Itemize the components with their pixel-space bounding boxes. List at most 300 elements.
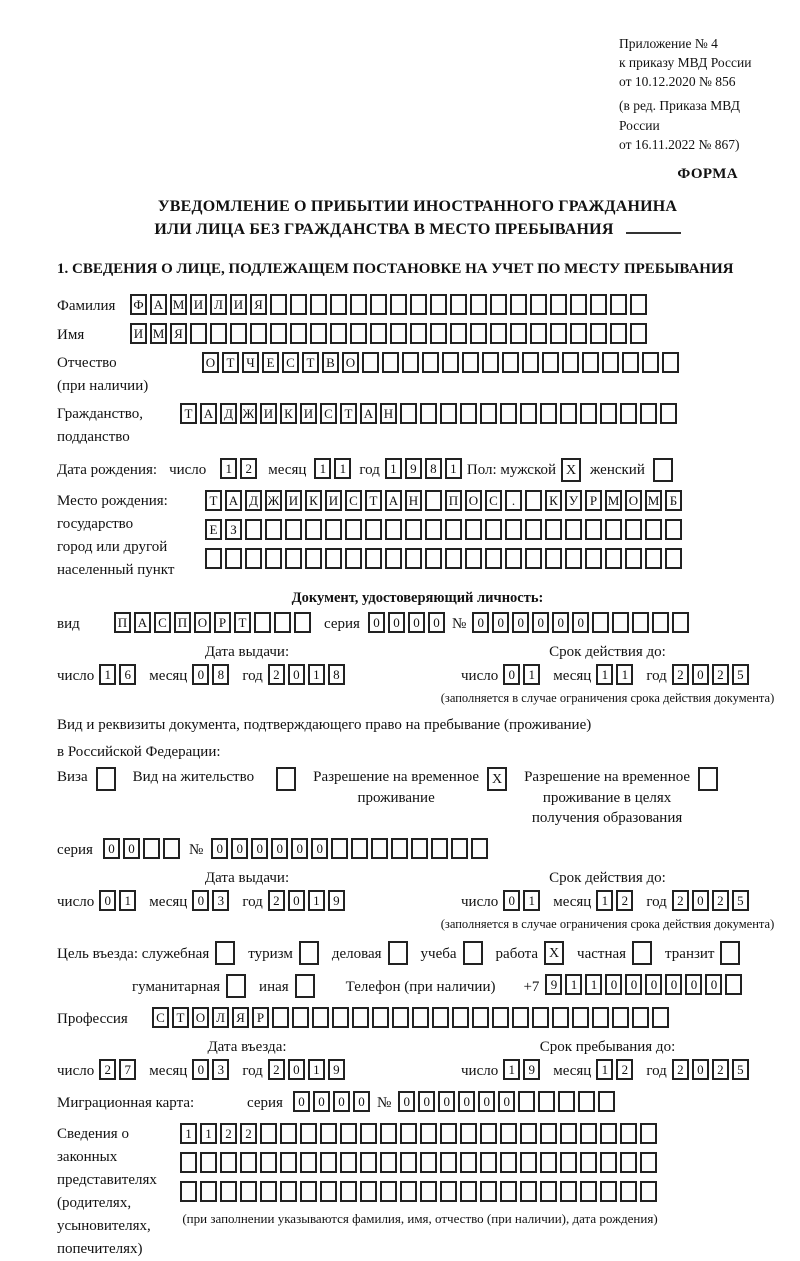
stay-valid-year-cells-cell[interactable]: 2 — [672, 890, 689, 911]
birthplace-cells-2-cell[interactable] — [545, 519, 562, 540]
profession-cells-cell[interactable] — [632, 1007, 649, 1028]
representatives-cells-3-cell[interactable] — [240, 1181, 257, 1202]
doc-issue-year-cells-cell[interactable]: 0 — [288, 664, 305, 685]
phone-cells-cell[interactable] — [725, 974, 742, 995]
entry-month-cells-cell[interactable]: 3 — [212, 1059, 229, 1080]
doc-issue-year-cells-cell[interactable]: 1 — [308, 664, 325, 685]
stay-until-year-cells-cell[interactable]: 0 — [692, 1059, 709, 1080]
patronymic-cells-cell[interactable] — [562, 352, 579, 373]
birthplace-cells-3-cell[interactable] — [605, 548, 622, 569]
stay-number-cells-cell[interactable] — [431, 838, 448, 859]
patronymic-cells-cell[interactable] — [602, 352, 619, 373]
doc-valid-day-cells-cell[interactable]: 0 — [503, 664, 520, 685]
purpose-tourism-checkbox-cell[interactable] — [299, 941, 319, 965]
citizenship-cells-cell[interactable] — [540, 403, 557, 424]
stay-until-month-cells-cell[interactable]: 2 — [616, 1059, 633, 1080]
patronymic-cells-cell[interactable] — [662, 352, 679, 373]
stay-number-cells-cell[interactable]: 0 — [291, 838, 308, 859]
profession-cells-cell[interactable] — [332, 1007, 349, 1028]
birthplace-cells-2-cell[interactable] — [245, 519, 262, 540]
birthplace-cells-1-cell[interactable]: М — [645, 490, 662, 511]
given-name-cells-cell[interactable] — [490, 323, 507, 344]
birthplace-cells-2-cell[interactable] — [605, 519, 622, 540]
citizenship-cells-cell[interactable]: И — [260, 403, 277, 424]
citizenship-cells-cell[interactable] — [600, 403, 617, 424]
mig-number-cells-cell[interactable]: 0 — [458, 1091, 475, 1112]
given-name-cells-cell[interactable] — [510, 323, 527, 344]
birth-month-cells-cell[interactable]: 1 — [314, 458, 331, 479]
representatives-cells-3-cell[interactable] — [200, 1181, 217, 1202]
citizenship-cells-cell[interactable]: Т — [340, 403, 357, 424]
surname-cells-cell[interactable] — [290, 294, 307, 315]
doc-issue-year-cells-cell[interactable]: 2 — [268, 664, 285, 685]
purpose-business-checkbox-cell[interactable] — [388, 941, 408, 965]
given-name-cells-cell[interactable]: И — [130, 323, 147, 344]
birthplace-cells-1-cell[interactable]: К — [545, 490, 562, 511]
stay-until-year-cells-cell[interactable]: 2 — [712, 1059, 729, 1080]
representatives-cells-3-cell[interactable] — [400, 1181, 417, 1202]
birthplace-cells-3-cell[interactable] — [465, 548, 482, 569]
doc-valid-year-cells-cell[interactable]: 0 — [692, 664, 709, 685]
birth-year-cells-cell[interactable]: 9 — [405, 458, 422, 479]
profession-cells-cell[interactable] — [572, 1007, 589, 1028]
patronymic-cells-cell[interactable]: Т — [222, 352, 239, 373]
doc-number-cells-cell[interactable]: 0 — [512, 612, 529, 633]
surname-cells-cell[interactable] — [470, 294, 487, 315]
phone-cells-cell[interactable]: 0 — [685, 974, 702, 995]
birth-year-cells-cell[interactable]: 1 — [445, 458, 462, 479]
given-name-cells-cell[interactable] — [470, 323, 487, 344]
citizenship-cells-cell[interactable]: К — [280, 403, 297, 424]
birthplace-cells-1-cell[interactable]: И — [285, 490, 302, 511]
birthplace-cells-2-cell[interactable] — [485, 519, 502, 540]
representatives-cells-3-cell[interactable] — [220, 1181, 237, 1202]
birthplace-cells-1-cell[interactable]: Т — [365, 490, 382, 511]
birthplace-cells-2-cell[interactable] — [665, 519, 682, 540]
citizenship-cells-cell[interactable]: Т — [180, 403, 197, 424]
stay-number-cells-cell[interactable] — [451, 838, 468, 859]
mig-number-cells-cell[interactable]: 0 — [498, 1091, 515, 1112]
representatives-cells-1-cell[interactable] — [540, 1123, 557, 1144]
citizenship-cells-cell[interactable]: Ж — [240, 403, 257, 424]
stay-until-day-cells-cell[interactable]: 9 — [523, 1059, 540, 1080]
representatives-cells-1-cell[interactable] — [500, 1123, 517, 1144]
representatives-cells-1-cell[interactable] — [620, 1123, 637, 1144]
surname-cells-cell[interactable]: И — [190, 294, 207, 315]
representatives-cells-3-cell[interactable] — [460, 1181, 477, 1202]
birthplace-cells-3-cell[interactable] — [325, 548, 342, 569]
doc-type-cells-cell[interactable]: С — [154, 612, 171, 633]
stay-number-cells-cell[interactable] — [351, 838, 368, 859]
birthplace-cells-3-cell[interactable] — [505, 548, 522, 569]
phone-cells-cell[interactable]: 0 — [625, 974, 642, 995]
citizenship-cells-cell[interactable] — [660, 403, 677, 424]
profession-cells-cell[interactable] — [432, 1007, 449, 1028]
birthplace-cells-1-cell[interactable]: Н — [405, 490, 422, 511]
birthplace-cells-2-cell[interactable] — [625, 519, 642, 540]
doc-number-cells-cell[interactable]: 0 — [492, 612, 509, 633]
birthplace-cells-1-cell[interactable]: . — [505, 490, 522, 511]
doc-issue-day-cells-cell[interactable]: 6 — [119, 664, 136, 685]
sex-male-checkbox-cell[interactable]: X — [561, 458, 581, 482]
surname-cells-cell[interactable] — [330, 294, 347, 315]
stay-issue-year-cells-cell[interactable]: 9 — [328, 890, 345, 911]
representatives-cells-1-cell[interactable] — [280, 1123, 297, 1144]
doc-number-cells-cell[interactable] — [612, 612, 629, 633]
birthplace-cells-1-cell[interactable]: М — [605, 490, 622, 511]
stay-valid-month-cells-cell[interactable]: 2 — [616, 890, 633, 911]
birthplace-cells-3-cell[interactable] — [365, 548, 382, 569]
birthplace-cells-3-cell[interactable] — [385, 548, 402, 569]
representatives-cells-3-cell[interactable] — [620, 1181, 637, 1202]
surname-cells-cell[interactable] — [550, 294, 567, 315]
representatives-cells-1-cell[interactable]: 1 — [180, 1123, 197, 1144]
patronymic-cells-cell[interactable] — [622, 352, 639, 373]
mig-number-cells-cell[interactable] — [538, 1091, 555, 1112]
representatives-cells-1-cell[interactable] — [480, 1123, 497, 1144]
profession-cells-cell[interactable] — [372, 1007, 389, 1028]
doc-number-cells-cell[interactable] — [652, 612, 669, 633]
birthplace-cells-2-cell[interactable] — [585, 519, 602, 540]
representatives-cells-3-cell[interactable] — [380, 1181, 397, 1202]
stay-number-cells-cell[interactable]: 0 — [251, 838, 268, 859]
mig-number-cells-cell[interactable] — [598, 1091, 615, 1112]
patronymic-cells-cell[interactable] — [422, 352, 439, 373]
given-name-cells-cell[interactable] — [210, 323, 227, 344]
doc-number-cells-cell[interactable] — [632, 612, 649, 633]
representatives-cells-1-cell[interactable] — [320, 1123, 337, 1144]
purpose-official-checkbox-cell[interactable] — [215, 941, 235, 965]
birthplace-cells-3-cell[interactable] — [545, 548, 562, 569]
stay-until-year-cells-cell[interactable]: 2 — [672, 1059, 689, 1080]
representatives-cells-3-cell[interactable] — [540, 1181, 557, 1202]
stay-number-cells-cell[interactable]: 0 — [311, 838, 328, 859]
given-name-cells-cell[interactable] — [250, 323, 267, 344]
phone-cells-cell[interactable]: 1 — [585, 974, 602, 995]
given-name-cells-cell[interactable] — [450, 323, 467, 344]
birth-year-cells-cell[interactable]: 8 — [425, 458, 442, 479]
mig-number-cells-cell[interactable] — [558, 1091, 575, 1112]
citizenship-cells-cell[interactable] — [520, 403, 537, 424]
given-name-cells-cell[interactable] — [570, 323, 587, 344]
birthplace-cells-2-cell[interactable] — [385, 519, 402, 540]
citizenship-cells-cell[interactable] — [560, 403, 577, 424]
birthplace-cells-2-cell[interactable] — [365, 519, 382, 540]
representatives-cells-3-cell[interactable] — [360, 1181, 377, 1202]
doc-type-cells-cell[interactable]: П — [114, 612, 131, 633]
patronymic-cells-cell[interactable]: Ч — [242, 352, 259, 373]
birthplace-cells-2-cell[interactable] — [265, 519, 282, 540]
mig-number-cells-cell[interactable] — [578, 1091, 595, 1112]
purpose-humanitarian-checkbox-cell[interactable] — [226, 974, 246, 998]
representatives-cells-1-cell[interactable] — [560, 1123, 577, 1144]
birthplace-cells-3-cell[interactable] — [245, 548, 262, 569]
representatives-cells-3-cell[interactable] — [320, 1181, 337, 1202]
birthplace-cells-1-cell[interactable]: Б — [665, 490, 682, 511]
given-name-cells-cell[interactable] — [290, 323, 307, 344]
doc-valid-year-cells-cell[interactable]: 2 — [672, 664, 689, 685]
representatives-cells-1-cell[interactable] — [360, 1123, 377, 1144]
stay-valid-year-cells-cell[interactable]: 2 — [712, 890, 729, 911]
birthplace-cells-3-cell[interactable] — [265, 548, 282, 569]
mig-series-cells-cell[interactable]: 0 — [353, 1091, 370, 1112]
profession-cells-cell[interactable] — [552, 1007, 569, 1028]
citizenship-cells-cell[interactable]: А — [200, 403, 217, 424]
doc-issue-month-cells-cell[interactable]: 8 — [212, 664, 229, 685]
citizenship-cells-cell[interactable] — [640, 403, 657, 424]
representatives-cells-1-cell[interactable] — [300, 1123, 317, 1144]
given-name-cells-cell[interactable] — [350, 323, 367, 344]
birth-year-cells-cell[interactable]: 1 — [385, 458, 402, 479]
representatives-cells-3-cell[interactable] — [300, 1181, 317, 1202]
mig-series-cells-cell[interactable]: 0 — [333, 1091, 350, 1112]
birthplace-cells-3-cell[interactable] — [485, 548, 502, 569]
stay-number-cells-cell[interactable]: 0 — [231, 838, 248, 859]
doc-type-cells-cell[interactable] — [254, 612, 271, 633]
stay-number-cells-cell[interactable] — [411, 838, 428, 859]
representatives-cells-1-cell[interactable] — [600, 1123, 617, 1144]
given-name-cells-cell[interactable] — [550, 323, 567, 344]
representatives-cells-3-cell[interactable] — [260, 1181, 277, 1202]
purpose-study-checkbox-cell[interactable] — [463, 941, 483, 965]
profession-cells-cell[interactable]: О — [192, 1007, 209, 1028]
phone-cells-cell[interactable]: 0 — [665, 974, 682, 995]
doc-issue-month-cells-cell[interactable]: 0 — [192, 664, 209, 685]
phone-cells-cell[interactable]: 1 — [565, 974, 582, 995]
surname-cells-cell[interactable]: Л — [210, 294, 227, 315]
doc-series-cells-cell[interactable]: 0 — [428, 612, 445, 633]
visa-checkbox-cell[interactable] — [96, 767, 116, 791]
stay-number-cells-cell[interactable]: 0 — [211, 838, 228, 859]
patronymic-cells-cell[interactable]: С — [282, 352, 299, 373]
patronymic-cells-cell[interactable] — [482, 352, 499, 373]
citizenship-cells-cell[interactable] — [480, 403, 497, 424]
profession-cells-cell[interactable]: Т — [172, 1007, 189, 1028]
representatives-cells-3-cell[interactable] — [520, 1181, 537, 1202]
profession-cells-cell[interactable] — [532, 1007, 549, 1028]
surname-cells-cell[interactable]: Ф — [130, 294, 147, 315]
birthplace-cells-3-cell[interactable] — [645, 548, 662, 569]
doc-type-cells-cell[interactable]: О — [194, 612, 211, 633]
doc-valid-month-cells-cell[interactable]: 1 — [596, 664, 613, 685]
given-name-cells-cell[interactable] — [330, 323, 347, 344]
given-name-cells-cell[interactable]: М — [150, 323, 167, 344]
mig-number-cells-cell[interactable]: 0 — [478, 1091, 495, 1112]
birthplace-cells-1-cell[interactable]: Ж — [265, 490, 282, 511]
stay-issue-day-cells-cell[interactable]: 0 — [99, 890, 116, 911]
representatives-cells-1-cell[interactable] — [420, 1123, 437, 1144]
doc-issue-day-cells-cell[interactable]: 1 — [99, 664, 116, 685]
birthplace-cells-3-cell[interactable] — [565, 548, 582, 569]
birthplace-cells-2-cell[interactable] — [645, 519, 662, 540]
purpose-transit-checkbox-cell[interactable] — [720, 941, 740, 965]
doc-series-cells-cell[interactable]: 0 — [408, 612, 425, 633]
profession-cells-cell[interactable] — [412, 1007, 429, 1028]
birth-day-cells-cell[interactable]: 2 — [240, 458, 257, 479]
phone-cells-cell[interactable]: 0 — [645, 974, 662, 995]
doc-series-cells-cell[interactable]: 0 — [388, 612, 405, 633]
stay-valid-day-cells-cell[interactable]: 1 — [523, 890, 540, 911]
representatives-cells-1-cell[interactable] — [400, 1123, 417, 1144]
patronymic-cells-cell[interactable] — [462, 352, 479, 373]
profession-cells-cell[interactable] — [312, 1007, 329, 1028]
patronymic-cells-cell[interactable]: О — [342, 352, 359, 373]
stay-until-day-cells-cell[interactable]: 1 — [503, 1059, 520, 1080]
citizenship-cells-cell[interactable]: С — [320, 403, 337, 424]
stay-issue-year-cells-cell[interactable]: 1 — [308, 890, 325, 911]
stay-number-cells-cell[interactable]: 0 — [271, 838, 288, 859]
stay-number-cells-cell[interactable] — [371, 838, 388, 859]
citizenship-cells-cell[interactable] — [400, 403, 417, 424]
doc-valid-day-cells-cell[interactable]: 1 — [523, 664, 540, 685]
birthplace-cells-3-cell[interactable] — [625, 548, 642, 569]
birthplace-cells-1-cell[interactable]: Р — [585, 490, 602, 511]
representatives-cells-3-cell[interactable] — [500, 1181, 517, 1202]
phone-cells-cell[interactable]: 0 — [705, 974, 722, 995]
surname-cells-cell[interactable] — [510, 294, 527, 315]
stay-issue-month-cells-cell[interactable]: 0 — [192, 890, 209, 911]
birth-month-cells-cell[interactable]: 1 — [334, 458, 351, 479]
mig-number-cells-cell[interactable]: 0 — [438, 1091, 455, 1112]
stay-series-cells-cell[interactable] — [163, 838, 180, 859]
phone-cells-cell[interactable]: 9 — [545, 974, 562, 995]
birthplace-cells-2-cell[interactable] — [525, 519, 542, 540]
birthplace-cells-1-cell[interactable]: С — [485, 490, 502, 511]
citizenship-cells-cell[interactable] — [580, 403, 597, 424]
surname-cells-cell[interactable] — [450, 294, 467, 315]
surname-cells-cell[interactable] — [310, 294, 327, 315]
doc-number-cells-cell[interactable] — [592, 612, 609, 633]
given-name-cells-cell[interactable] — [530, 323, 547, 344]
doc-valid-year-cells-cell[interactable]: 2 — [712, 664, 729, 685]
mig-number-cells-cell[interactable]: 0 — [398, 1091, 415, 1112]
birthplace-cells-3-cell[interactable] — [305, 548, 322, 569]
birthplace-cells-1-cell[interactable]: К — [305, 490, 322, 511]
citizenship-cells-cell[interactable]: Н — [380, 403, 397, 424]
birthplace-cells-3-cell[interactable] — [405, 548, 422, 569]
doc-type-cells-cell[interactable]: Р — [214, 612, 231, 633]
patronymic-cells-cell[interactable] — [542, 352, 559, 373]
surname-cells-cell[interactable] — [590, 294, 607, 315]
profession-cells-cell[interactable] — [452, 1007, 469, 1028]
citizenship-cells-cell[interactable]: А — [360, 403, 377, 424]
doc-valid-year-cells-cell[interactable]: 5 — [732, 664, 749, 685]
surname-cells-cell[interactable] — [610, 294, 627, 315]
representatives-cells-3-cell[interactable] — [340, 1181, 357, 1202]
mig-number-cells-cell[interactable]: 0 — [418, 1091, 435, 1112]
birthplace-cells-2-cell[interactable] — [445, 519, 462, 540]
birth-day-cells-cell[interactable]: 1 — [220, 458, 237, 479]
given-name-cells-cell[interactable] — [230, 323, 247, 344]
birthplace-cells-2-cell[interactable] — [305, 519, 322, 540]
stay-valid-year-cells-cell[interactable]: 0 — [692, 890, 709, 911]
stay-issue-year-cells-cell[interactable]: 0 — [288, 890, 305, 911]
birthplace-cells-3-cell[interactable] — [345, 548, 362, 569]
birthplace-cells-1-cell[interactable]: Т — [205, 490, 222, 511]
stay-until-year-cells-cell[interactable]: 5 — [732, 1059, 749, 1080]
representatives-cells-1-cell[interactable] — [440, 1123, 457, 1144]
citizenship-cells-cell[interactable]: Д — [220, 403, 237, 424]
doc-number-cells-cell[interactable]: 0 — [472, 612, 489, 633]
patronymic-cells-cell[interactable] — [502, 352, 519, 373]
doc-issue-year-cells-cell[interactable]: 8 — [328, 664, 345, 685]
profession-cells-cell[interactable] — [272, 1007, 289, 1028]
patronymic-cells-cell[interactable]: О — [202, 352, 219, 373]
patronymic-cells-cell[interactable] — [382, 352, 399, 373]
given-name-cells-cell[interactable] — [630, 323, 647, 344]
birthplace-cells-1-cell[interactable]: У — [565, 490, 582, 511]
birthplace-cells-2-cell[interactable]: З — [225, 519, 242, 540]
birthplace-cells-1-cell[interactable]: О — [465, 490, 482, 511]
birthplace-cells-3-cell[interactable] — [445, 548, 462, 569]
entry-year-cells-cell[interactable]: 2 — [268, 1059, 285, 1080]
entry-year-cells-cell[interactable]: 1 — [308, 1059, 325, 1080]
doc-type-cells-cell[interactable] — [294, 612, 311, 633]
mig-number-cells-cell[interactable] — [518, 1091, 535, 1112]
stay-until-month-cells-cell[interactable]: 1 — [596, 1059, 613, 1080]
patronymic-cells-cell[interactable]: Т — [302, 352, 319, 373]
birthplace-cells-1-cell[interactable]: П — [445, 490, 462, 511]
stay-number-cells-cell[interactable] — [331, 838, 348, 859]
surname-cells-cell[interactable] — [630, 294, 647, 315]
phone-cells-cell[interactable]: 0 — [605, 974, 622, 995]
representatives-cells-1-cell[interactable]: 2 — [240, 1123, 257, 1144]
profession-cells-cell[interactable] — [392, 1007, 409, 1028]
doc-series-cells-cell[interactable]: 0 — [368, 612, 385, 633]
entry-day-cells-cell[interactable]: 7 — [119, 1059, 136, 1080]
birthplace-cells-3-cell[interactable] — [225, 548, 242, 569]
representatives-cells-3-cell[interactable] — [420, 1181, 437, 1202]
representatives-cells-3-cell[interactable] — [580, 1181, 597, 1202]
representatives-cells-1-cell[interactable]: 1 — [200, 1123, 217, 1144]
profession-cells-cell[interactable]: Р — [252, 1007, 269, 1028]
birthplace-cells-1-cell[interactable]: О — [625, 490, 642, 511]
surname-cells-cell[interactable]: М — [170, 294, 187, 315]
doc-type-cells-cell[interactable]: А — [134, 612, 151, 633]
doc-number-cells-cell[interactable]: 0 — [572, 612, 589, 633]
doc-type-cells-cell[interactable] — [274, 612, 291, 633]
mig-series-cells-cell[interactable]: 0 — [313, 1091, 330, 1112]
profession-cells-cell[interactable]: Я — [232, 1007, 249, 1028]
surname-cells-cell[interactable] — [390, 294, 407, 315]
representatives-cells-1-cell[interactable] — [340, 1123, 357, 1144]
surname-cells-cell[interactable] — [530, 294, 547, 315]
profession-cells-cell[interactable] — [512, 1007, 529, 1028]
patronymic-cells-cell[interactable] — [442, 352, 459, 373]
stay-number-cells-cell[interactable] — [471, 838, 488, 859]
stay-valid-year-cells-cell[interactable]: 5 — [732, 890, 749, 911]
surname-cells-cell[interactable] — [430, 294, 447, 315]
surname-cells-cell[interactable] — [370, 294, 387, 315]
given-name-cells-cell[interactable] — [370, 323, 387, 344]
birthplace-cells-2-cell[interactable] — [425, 519, 442, 540]
profession-cells-cell[interactable] — [352, 1007, 369, 1028]
surname-cells-cell[interactable] — [350, 294, 367, 315]
given-name-cells-cell[interactable] — [390, 323, 407, 344]
representatives-cells-1-cell[interactable] — [260, 1123, 277, 1144]
representatives-cells-3-cell[interactable] — [440, 1181, 457, 1202]
patronymic-cells-cell[interactable]: Е — [262, 352, 279, 373]
birthplace-cells-2-cell[interactable] — [405, 519, 422, 540]
birthplace-cells-2-cell[interactable] — [565, 519, 582, 540]
patronymic-cells-cell[interactable] — [522, 352, 539, 373]
citizenship-cells-cell[interactable] — [620, 403, 637, 424]
citizenship-cells-cell[interactable] — [440, 403, 457, 424]
profession-cells-cell[interactable] — [592, 1007, 609, 1028]
patronymic-cells-cell[interactable]: В — [322, 352, 339, 373]
representatives-cells-3-cell[interactable] — [280, 1181, 297, 1202]
citizenship-cells-cell[interactable] — [420, 403, 437, 424]
